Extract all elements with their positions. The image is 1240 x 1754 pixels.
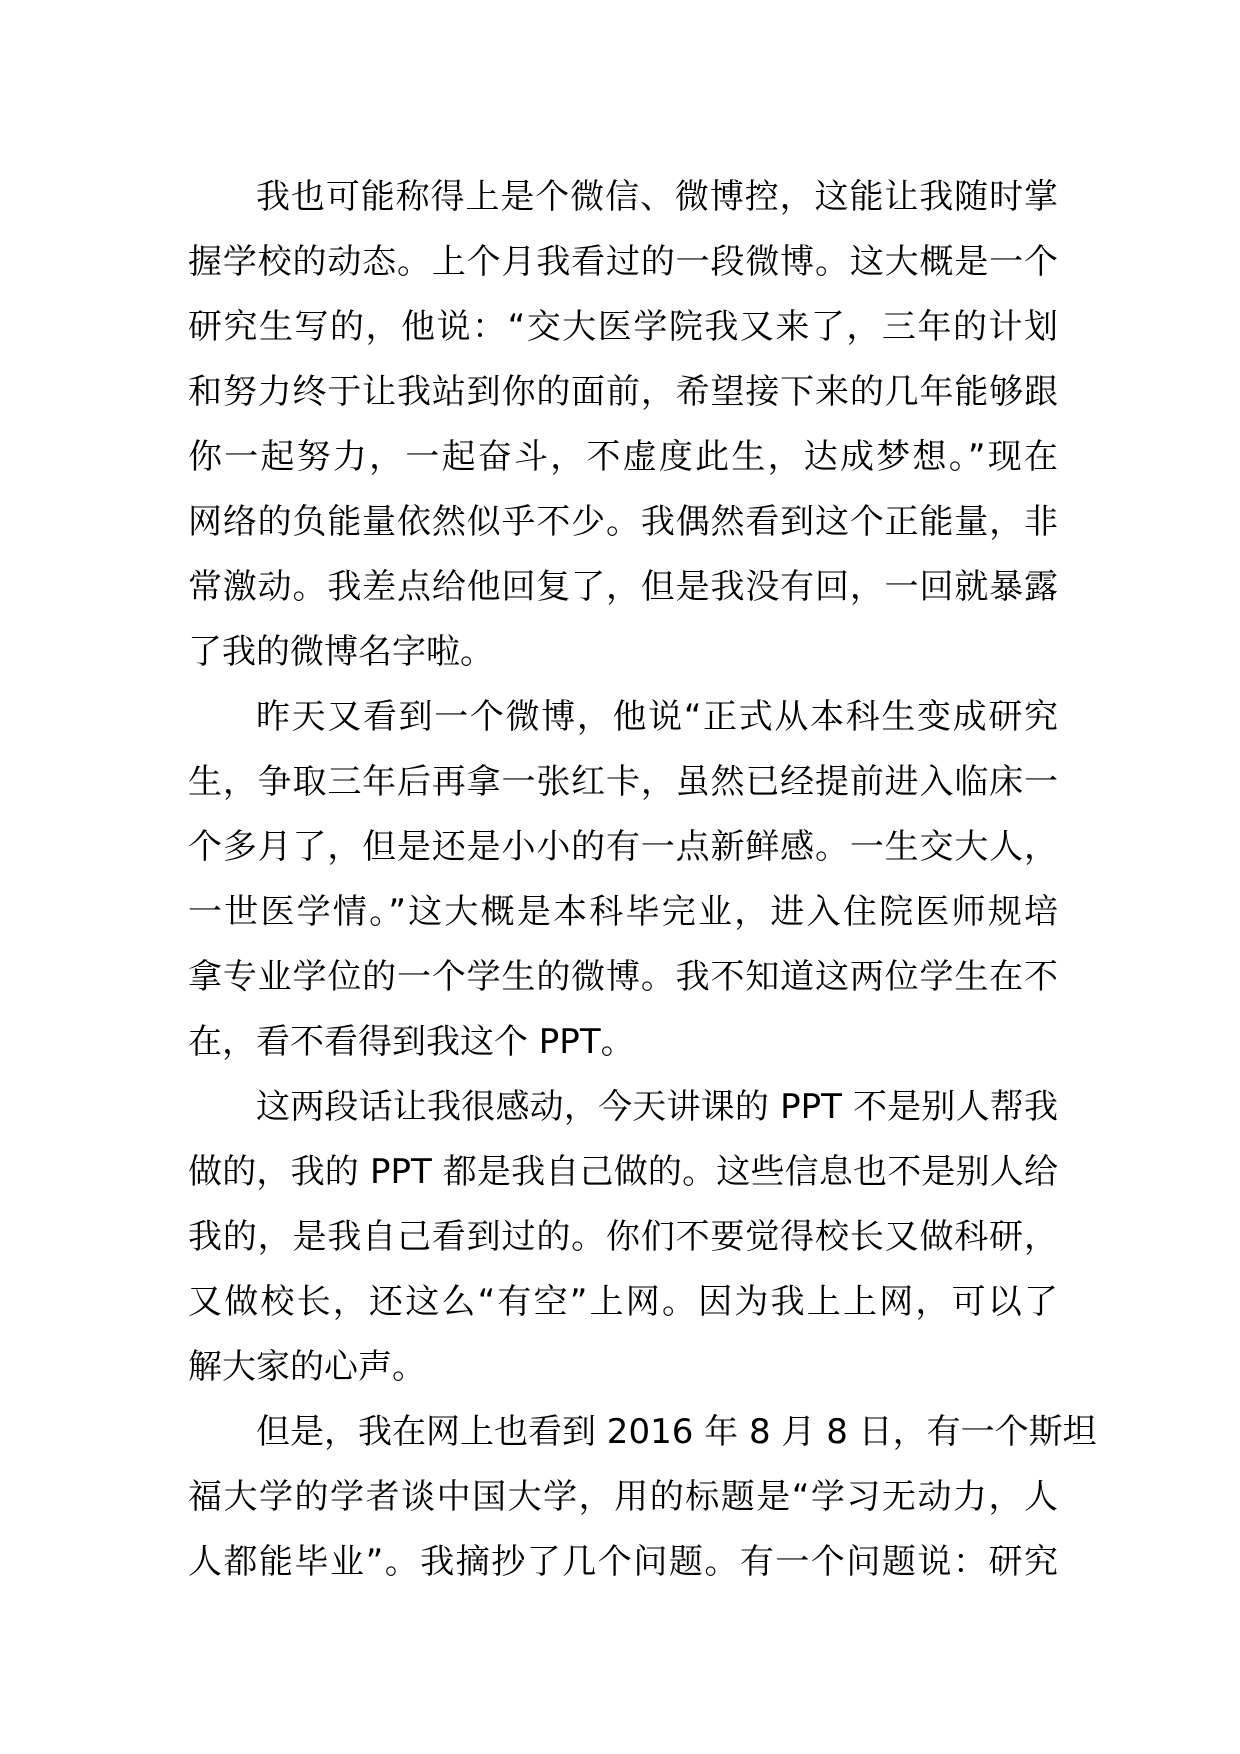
- text-line: 又做校长，还这么“有空”上网。因为我上上网，可以了: [188, 1282, 1058, 1322]
- text-line: 我也可能称得上是个微信、微博控，这能让我随时掌: [256, 177, 1058, 217]
- text-line: 昨天又看到一个微博，他说“正式从本科生变成研究: [256, 697, 1058, 737]
- text-line: 和努力终于让我站到你的面前，希望接下来的几年能够跟: [188, 372, 1058, 412]
- text-line: 一世医学情。”这大概是本科毕完业，进入住院医师规培: [188, 892, 1058, 932]
- text-line: 拿专业学位的一个学生的微博。我不知道这两位学生在不: [188, 957, 1058, 997]
- text-line: 你一起努力，一起奋斗，不虚度此生，达成梦想。”现在: [188, 437, 1058, 477]
- body-text: [188, 165, 1097, 1595]
- paragraph-1: [188, 165, 1058, 685]
- text-line: 福大学的学者谈中国大学，用的标题是“学习无动力，人: [188, 1477, 1058, 1517]
- text-line: 做的，我的 PPT 都是我自己做的。这些信息也不是别人给: [188, 1152, 1058, 1192]
- text-line: 研究生写的，他说：“交大医学院我又来了，三年的计划: [188, 307, 1058, 347]
- text-line: 生，争取三年后再拿一张红卡，虽然已经提前进入临床一: [188, 762, 1058, 802]
- text-line: 人都能毕业”。我摘抄了几个问题。有一个问题说：研究: [188, 1542, 1058, 1582]
- text-line: 个多月了，但是还是小小的有一点新鲜感。一生交大人，: [188, 827, 1058, 867]
- text-line: 但是，我在网上也看到 2016 年 8 月 8 日，有一个斯坦: [256, 1412, 1097, 1452]
- text-line: 在，看不看得到我这个 PPT。: [188, 1022, 635, 1062]
- paragraph-4: [188, 1400, 1097, 1595]
- paragraph-3: [188, 1075, 1058, 1400]
- text-line: 我的，是我自己看到过的。你们不要觉得校长又做科研，: [188, 1217, 1058, 1257]
- text-line: 常激动。我差点给他回复了，但是我没有回，一回就暴露: [188, 567, 1058, 607]
- text-line: 这两段话让我很感动，今天讲课的 PPT 不是别人帮我: [256, 1087, 1058, 1127]
- text-line: 握学校的动态。上个月我看过的一段微博。这大概是一个: [188, 242, 1058, 282]
- paragraph-2: [188, 685, 1058, 1075]
- text-line: 网络的负能量依然似乎不少。我偶然看到这个正能量，非: [188, 502, 1058, 542]
- text-line: 解大家的心声。: [188, 1347, 426, 1387]
- text-line: 了我的微博名字啦。: [188, 632, 494, 672]
